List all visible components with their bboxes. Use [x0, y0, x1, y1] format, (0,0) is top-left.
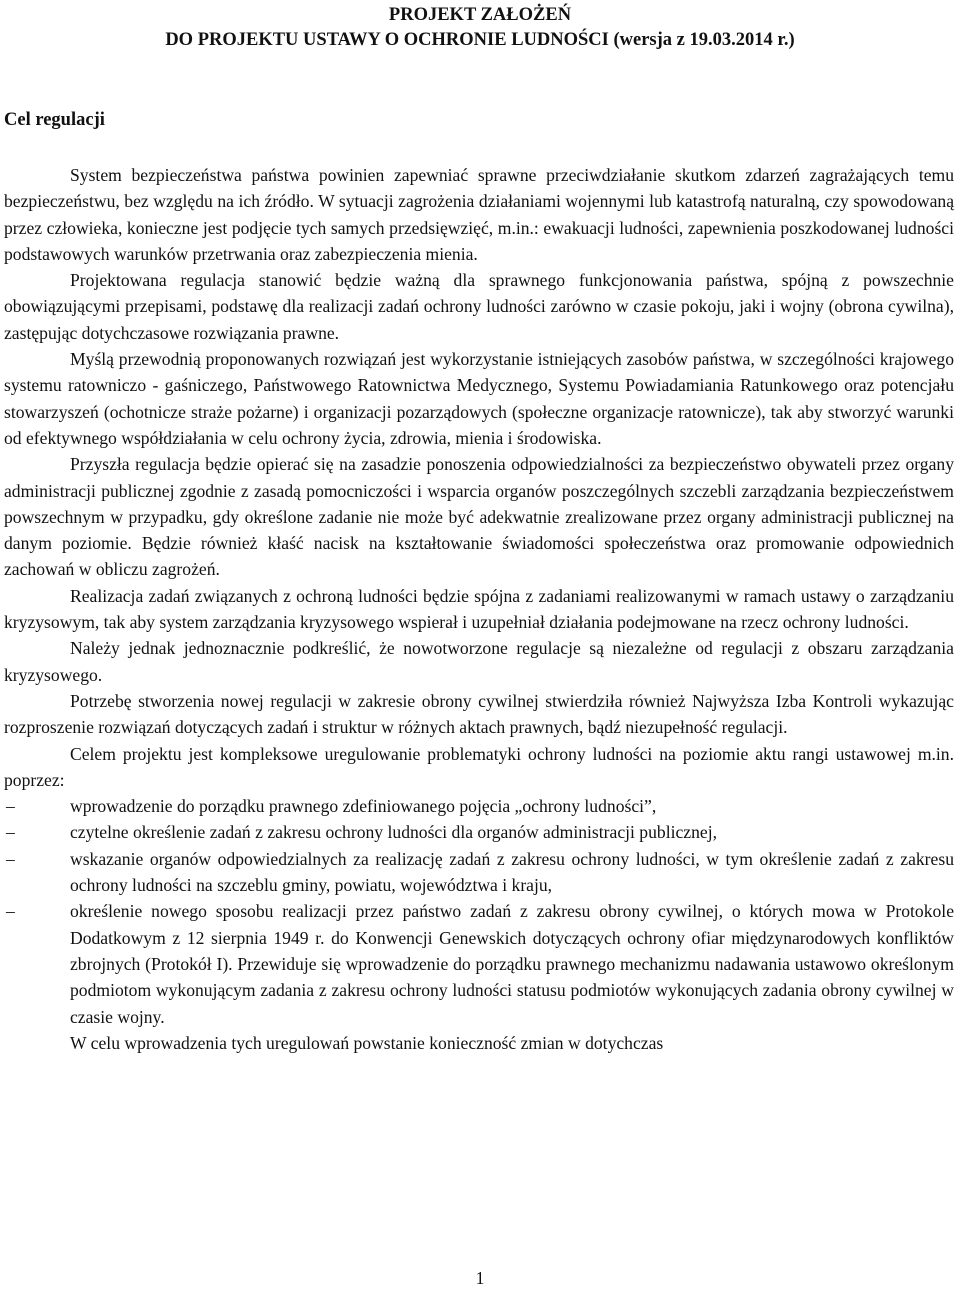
dash-bullet-icon: – — [6, 848, 15, 869]
paragraph: Przyszła regulacja będzie opierać się na zasadzie ponoszenia odpowiedzialności za bezpieczeństwo obywateli przez organy administracji publicznej zgodnie z zasadą pomocniczości i wsparcia organów poszczególnych szczebli zarządzania bezpieczeństwem powszechnym w przypadku, gdy określone zadanie nie może być adekwatnie zrealizowane przez organy administracji publicznej na danym poziomie. Będzie również kłaść nacisk na kształtowanie świadomości społeczeństwa oraz promowanie odpowiednich zachowań w obliczu zagrożeń. — [4, 454, 954, 580]
list-item-text: wskazanie organów odpowiedzialnych za realizację zadań z zakresu ochrony ludności, w tym określenie zadań z zakresu ochrony ludności na szczeblu gminy, powiatu, województwa i kraju, — [70, 848, 954, 896]
dash-bullet-icon: – — [6, 796, 15, 817]
paragraph: Celem projektu jest kompleksowe uregulowanie problematyki ochrony ludności na poziomie aktu rangi ustawowej m.in. poprzez: — [4, 743, 954, 790]
paragraph: Realizacja zadań związanych z ochroną ludności będzie spójna z zadaniami realizowanymi w ramach ustawy o zarządzaniu kryzysowym, tak aby system zarządzania kryzysowego wspierał i uzupełniał działania podejmowane na rzecz ochrony ludności. — [4, 585, 954, 633]
title-line-2: DO PROJEKTU USTAWY O OCHRONIE LUDNOŚCI (wersja z 19.03.2014 r.) — [165, 30, 795, 50]
list-item-text: czytelne określenie zadań z zakresu ochrony ludności dla organów administracji publicznej, — [70, 822, 717, 843]
list-item-text: określenie nowego sposobu realizacji przez państwo zadań z zakresu obrony cywilnej, o których mowa w Protokole Dodatkowym z 12 sierpnia 1949 r. do Konwencji Genewskich dotyczących ochrony ofiar międzynarodowych konfliktów zbrojnych (Protokół I). Przewiduje się wprowadzenie do porządku prawnego mechanizmu nadawania ustawowo określonym podmiotom wykonującym zadania z zakresu ochrony ludności statusu podmiotów wykonujących zadania obrony cywilnej w czasie wojny. — [70, 901, 954, 1027]
list-item — [4, 898, 954, 1029]
paragraph: Należy jednak jednoznacznie podkreślić, że nowotworzone regulacje są niezależne od regulacji z obszaru zarządzania kryzysowego. — [4, 638, 954, 685]
paragraph: Myślą przewodnią proponowanych rozwiązań jest wykorzystanie istniejących zasobów państwa, w szczególności krajowego systemu ratowniczo - gaśniczego, Państwowego Ratownictwa Medycznego, Systemu Powiadamiania Ratunkowego oraz potencjału stowarzyszeń (ochotnicze straże pożarne) i organizacji pozarządowych (społeczne organizacje ratownicze), tak aby stworzyć warunki od efektywnego współdziałania w celu ochrony życia, zdrowia, mienia i środowiska. — [4, 349, 954, 448]
closing-paragraph: W celu wprowadzenia tych uregulowań powstanie konieczność zmian w dotychczas — [70, 1032, 664, 1053]
list-item-text: wprowadzenie do porządku prawnego zdefiniowanego pojęcia „ochrony ludności”, — [70, 796, 657, 817]
paragraph: Potrzebę stworzenia nowej regulacji w zakresie obrony cywilnej stwierdziła również Najwyższa Izba Kontroli wykazując rozproszenie rozwiązań dotyczących zadań i struktur w różnych aktach prawnych, bądź niezupełność regulacji. — [4, 690, 954, 738]
section-heading: Cel regulacji — [4, 110, 105, 130]
list-item — [4, 819, 954, 845]
title-line-1: PROJEKT ZAŁOŻEŃ — [388, 5, 572, 25]
page-number: 1 — [475, 1268, 485, 1288]
document-body — [4, 162, 954, 1056]
paragraph: Projektowana regulacja stanowić będzie ważną dla sprawnego funkcjonowania państwa, spójną z powszechnie obowiązującymi przepisami, podstawę dla realizacji zadań ochrony ludności zarówno w czasie pokoju, jaki i wojny (obrona cywilna), zastępując dotychczasowe rozwiązania prawne. — [4, 270, 954, 343]
paragraph: System bezpieczeństwa państwa powinien zapewniać sprawne przeciwdziałanie skutkom zdarzeń zagrażających temu bezpieczeństwu, bez względu na ich źródło. W sytuacji zagrożenia działaniami wojennymi lub katastrofą naturalną, czy spowodowaną przez człowieka, konieczne jest podjęcie tych samych przedsięwzięć, m.in.: ewakuacji ludności, zapewnienia poszkodowanej ludności podstawowych warunków przetrwania oraz zabezpieczenia mienia. — [4, 165, 954, 264]
bullet-list — [4, 793, 954, 1030]
dash-bullet-icon: – — [6, 901, 15, 922]
dash-bullet-icon: – — [6, 822, 15, 843]
document-title — [0, 3, 960, 53]
list-item — [4, 846, 954, 899]
list-item — [4, 793, 954, 819]
